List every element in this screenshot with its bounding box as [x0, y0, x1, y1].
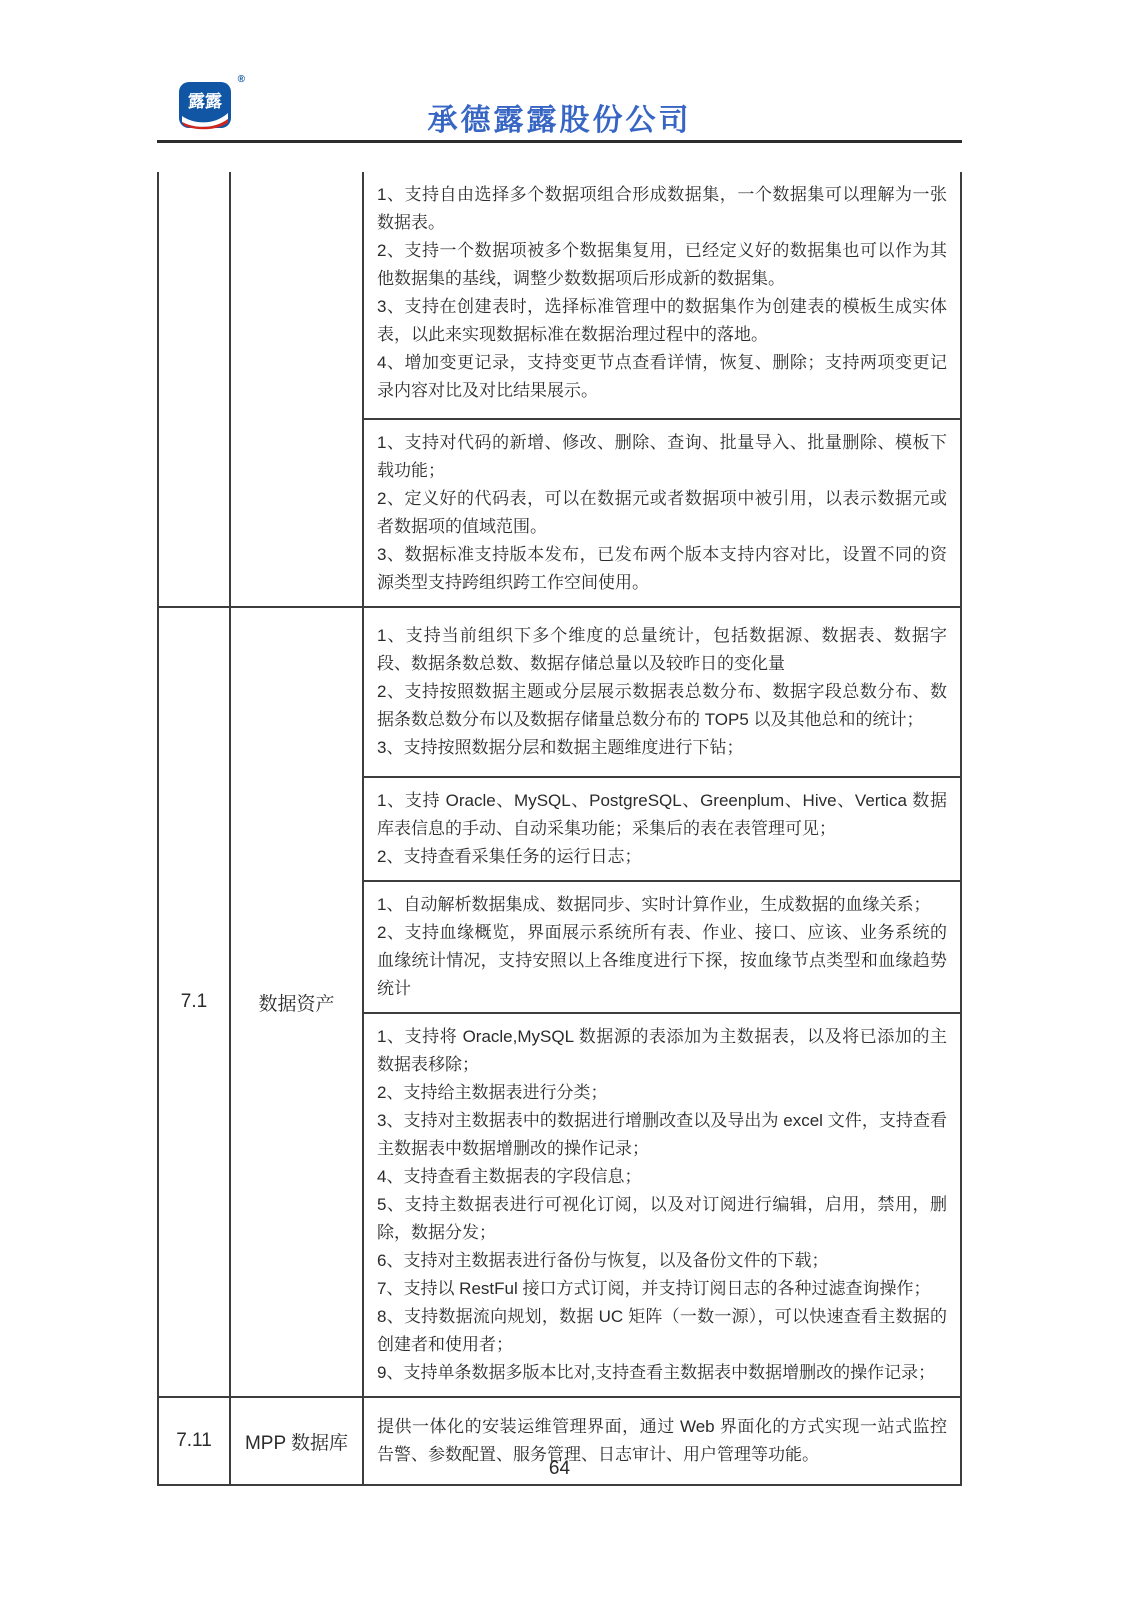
- registered-trademark-symbol: ®: [237, 74, 245, 85]
- spec-paragraph: 3、支持对主数据表中的数据进行增删改查以及导出为 excel 文件，支持查看主数据表中数据增删改的操作记录；: [377, 1111, 947, 1158]
- company-title: 承德露露股份公司: [427, 104, 692, 137]
- table-section-7-1: [159, 606, 960, 1396]
- spec-paragraph: 提供一体化的安装运维管理界面，通过 Web 界面化的方式实现一站式监控告警、参数配置、服务管理、日志审计、用户管理等功能。: [377, 1417, 947, 1464]
- logo-brand-text: 露露: [188, 92, 222, 111]
- page-footer: [157, 1458, 962, 1480]
- spec-paragraph: 1、支持对代码的新增、修改、删除、查询、批量导入、批量删除、模板下载功能；: [377, 433, 947, 480]
- page-header: [157, 0, 962, 143]
- spec-paragraph: 2、定义好的代码表，可以在数据元或者数据项中被引用，以表示数据元或者数据项的值域范围。: [377, 489, 947, 536]
- section-category-cell: 数据资产: [231, 608, 364, 1396]
- section-spec-cells: [364, 172, 960, 606]
- section-spec-cells: [364, 608, 960, 1396]
- page-number: 64: [548, 1458, 571, 1479]
- spec-paragraph: 3、数据标准支持版本发布，已发布两个版本支持内容对比，设置不同的资源类型支持跨组织跨工作空间使用。: [377, 545, 947, 592]
- spec-paragraph: 2、支持查看采集任务的运行日志；: [377, 847, 642, 866]
- section-category-cell: [231, 172, 364, 606]
- spec-paragraph: 6、支持对主数据表进行备份与恢复，以及备份文件的下载；: [377, 1251, 829, 1270]
- spec-paragraph: 1、支持将 Oracle,MySQL 数据源的表添加为主数据表，以及将已添加的主数据表移除；: [377, 1027, 947, 1074]
- spec-paragraph: 5、支持主数据表进行可视化订阅，以及对订阅进行编辑，启用，禁用，删除，数据分发；: [377, 1195, 947, 1242]
- spec-cell: [364, 880, 960, 1012]
- spec-paragraph: 1、支持当前组织下多个维度的总量统计，包括数据源、数据表、数据字段、数据条数总数、数据存储总量以及较昨日的变化量: [377, 626, 947, 673]
- spec-cell: [364, 608, 960, 776]
- spec-paragraph: 2、支持血缘概览，界面展示系统所有表、作业、接口、应该、业务系统的血缘统计情况，支持安照以上各维度进行下探，按血缘节点类型和血缘趋势统计: [377, 923, 947, 998]
- spec-paragraph: 2、支持按照数据主题或分层展示数据表总数分布、数据字段总数分布、数据条数总数分布以及数据存储量总数分布的 TOP5 以及其他总和的统计；: [377, 682, 947, 729]
- spec-cell: [364, 172, 960, 418]
- section-id-cell: 7.1: [159, 608, 231, 1396]
- spec-cell: [364, 776, 960, 880]
- spec-paragraph: 2、支持给主数据表进行分类；: [377, 1083, 608, 1102]
- section-id-cell: 7.11: [159, 1398, 231, 1484]
- spec-paragraph: 1、支持自由选择多个数据项组合形成数据集，一个数据集可以理解为一张数据表。: [377, 185, 947, 232]
- spec-cell: [364, 418, 960, 606]
- spec-paragraph: 9、支持单条数据多版本比对,支持查看主数据表中数据增删改的操作记录；: [377, 1363, 936, 1382]
- spec-paragraph: 3、支持按照数据分层和数据主题维度进行下钻；: [377, 738, 744, 757]
- spec-paragraph: 2、支持一个数据项被多个数据集复用，已经定义好的数据集也可以作为其他数据集的基线，调整少数数据项后形成新的数据集。: [377, 241, 947, 288]
- spec-paragraph: 8、支持数据流向规划，数据 UC 矩阵（一数一源），可以快速查看主数据的创建者和使用者；: [377, 1307, 947, 1354]
- spec-paragraph: 1、支持 Oracle、MySQL、PostgreSQL、Greenplum、Hive、Vertica 数据库表信息的手动、自动采集功能；采集后的表在表管理可见；: [377, 791, 947, 838]
- spec-paragraph: 3、支持在创建表时，选择标准管理中的数据集作为创建表的模板生成实体表，以此来实现数据标准在数据治理过程中的落地。: [377, 297, 947, 344]
- spec-paragraph: 4、增加变更记录，支持变更节点查看详情，恢复、删除；支持两项变更记录内容对比及对比结果展示。: [377, 353, 947, 400]
- section-id-cell: [159, 172, 231, 606]
- table-section-continued: [159, 172, 960, 606]
- spec-paragraph: 7、支持以 RestFul 接口方式订阅，并支持订阅日志的各种过滤查询操作；: [377, 1279, 931, 1298]
- spec-paragraph: 4、支持查看主数据表的字段信息；: [377, 1167, 642, 1186]
- section-category-cell: MPP 数据库: [231, 1398, 364, 1484]
- requirements-table: [157, 172, 962, 1486]
- spec-paragraph: 1、自动解析数据集成、数据同步、实时计算作业，生成数据的血缘关系；: [377, 895, 931, 914]
- spec-cell: [364, 1012, 960, 1396]
